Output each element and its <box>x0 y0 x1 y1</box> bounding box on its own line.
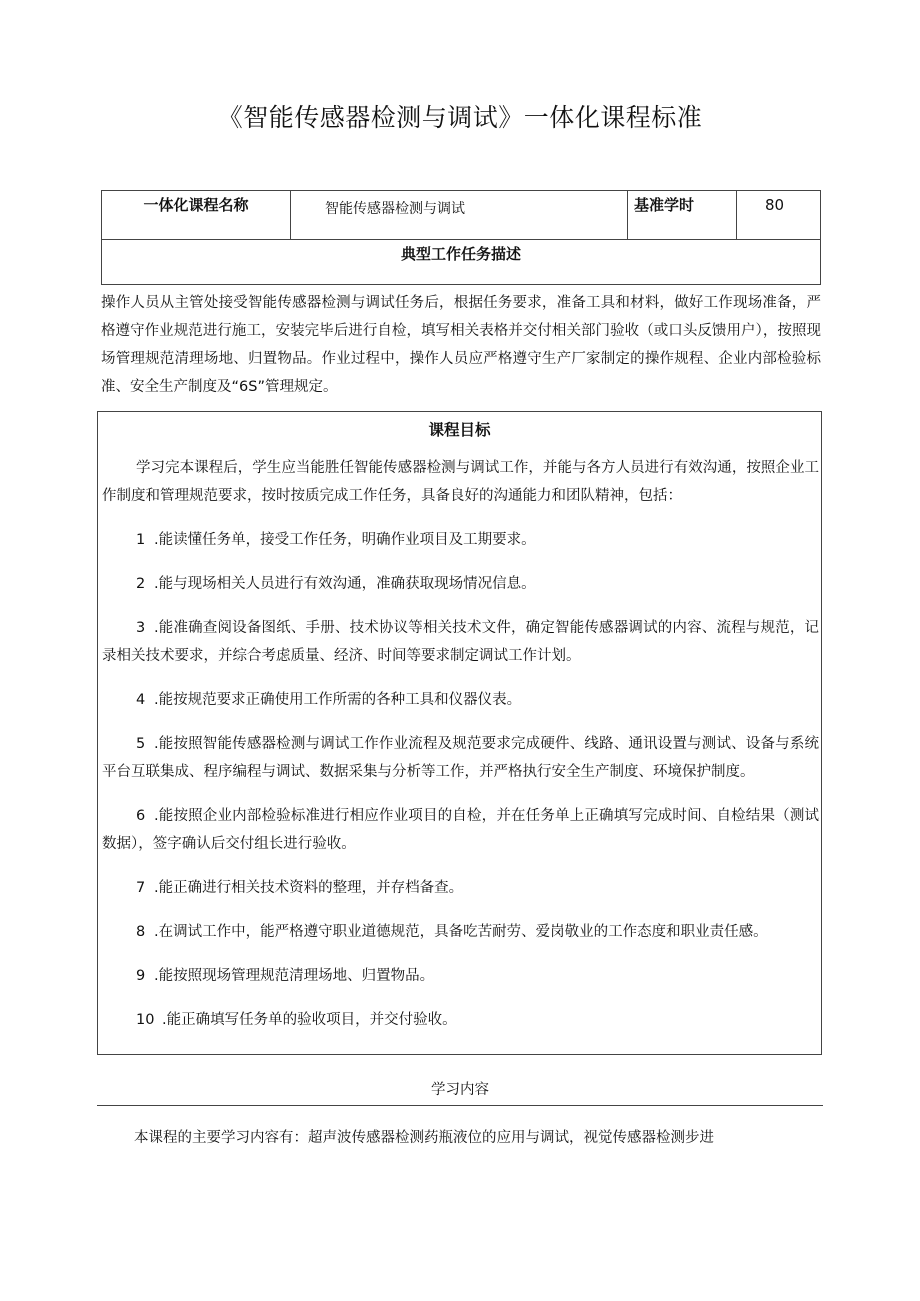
goal-number: 1 <box>136 532 146 548</box>
goal-item <box>98 730 821 786</box>
goal-item <box>98 686 821 714</box>
task-description: 操作人员从主管处接受智能传感器检测与调试任务后，根据任务要求，准备工具和材料，做好工作现场准备，严格遵守作业规范进行施工，安装完毕后进行自检，填写相关表格并交付相关部门验收（或口头反馈用户），按照现场管理规范清理场地、归置物品。作业过程中，操作人员应严格遵守生产厂家制定的操作规程、企业内部检验标准、安全生产制度及“6S”管理规定。 <box>101 295 821 395</box>
goal-item <box>98 570 821 598</box>
course-goals-box <box>97 411 822 1055</box>
goal-number: 4 <box>136 692 146 708</box>
goal-text: .在调试工作中，能严格遵守职业道德规范，具备吃苦耐劳、爱岗敬业的工作态度和职业责任感。 <box>154 924 768 940</box>
goal-number: 6 <box>136 808 146 824</box>
goal-item <box>98 874 821 902</box>
goal-number: 9 <box>136 968 146 984</box>
goal-number: 8 <box>136 924 146 940</box>
learning-content-heading: 学习内容 <box>97 1079 823 1106</box>
document-page <box>97 0 823 1190</box>
goals-heading: 课程目标 <box>428 421 491 439</box>
goal-number: 3 <box>136 620 146 636</box>
goal-text: .能按照现场管理规范清理场地、归置物品。 <box>154 968 435 984</box>
goal-text: .能按照智能传感器检测与调试工作作业流程及规范要求完成硬件、线路、通讯设置与测试、设备与系统平台互联集成、程序编程与调试、数据采集与分析等工作，并严格执行安全生产制度、环境保护制度。 <box>102 736 819 780</box>
goal-list <box>98 526 821 1034</box>
course-info-table <box>101 190 821 285</box>
goal-number: 10 <box>136 1012 155 1028</box>
goal-text: .能正确填写任务单的验收项目，并交付验收。 <box>162 1012 457 1028</box>
learning-content-text: 本课程的主要学习内容有：超声波传感器检测药瓶液位的应用与调试，视觉传感器检测步进 <box>134 1130 714 1146</box>
hours-value: 80 <box>737 191 821 240</box>
course-name-value: 智能传感器检测与调试 <box>291 191 628 240</box>
hours-label: 基准学时 <box>628 191 737 240</box>
goal-text: .能正确进行相关技术资料的整理，并存档备查。 <box>154 880 464 896</box>
task-heading: 典型工作任务描述 <box>102 240 821 285</box>
goal-item <box>98 918 821 946</box>
goal-item <box>98 526 821 554</box>
goal-text: .能读懂任务单，接受工作任务，明确作业项目及工期要求。 <box>154 532 536 548</box>
goal-text: .能按照企业内部检验标准进行相应作业项目的自检，并在任务单上正确填写完成时间、自检结果（测试数据），签字确认后交付组长进行验收。 <box>102 808 819 852</box>
goals-intro: 学习完本课程后，学生应当能胜任智能传感器检测与调试工作，并能与各方人员进行有效沟通，按照企业工作制度和管理规范要求，按时按质完成工作任务，具备良好的沟通能力和团队精神，包括： <box>102 460 819 504</box>
goal-item <box>98 962 821 990</box>
goal-number: 7 <box>136 880 146 896</box>
goal-item <box>98 802 821 858</box>
goal-item <box>98 1006 821 1034</box>
document-title: 《智能传感器检测与调试》一体化课程标准 <box>217 103 703 132</box>
goal-text: .能与现场相关人员进行有效沟通，准确获取现场情况信息。 <box>154 576 536 592</box>
goal-text: .能准确查阅设备图纸、手册、技术协议等相关技术文件，确定智能传感器调试的内容、流程与规范，记录相关技术要求，并综合考虑质量、经济、时间等要求制定调试工作计划。 <box>102 620 819 664</box>
goal-number: 5 <box>136 736 146 752</box>
goal-text: .能按规范要求正确使用工作所需的各种工具和仪器仪表。 <box>154 692 522 708</box>
goal-number: 2 <box>136 576 146 592</box>
goal-item <box>98 614 821 670</box>
course-name-label: 一体化课程名称 <box>102 191 291 240</box>
